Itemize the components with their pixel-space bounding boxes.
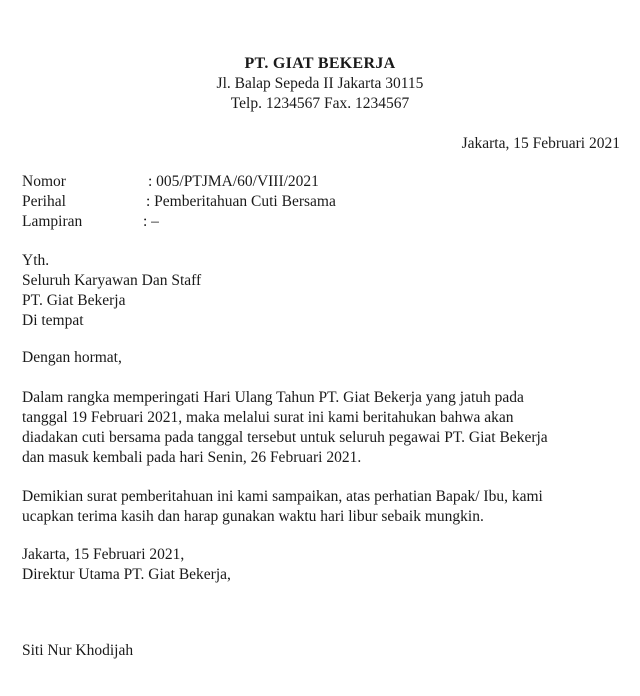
lampiran-value: : – [143, 213, 159, 230]
company-name: PT. GIAT BEKERJA [244, 55, 396, 72]
lampiran-label: Lampiran [22, 213, 83, 230]
perihal-value: : Pemberitahuan Cuti Bersama [146, 193, 336, 210]
signatory-name: Siti Nur Khodijah [22, 642, 134, 659]
company-contact: Telp. 1234567 Fax. 1234567 [230, 95, 410, 112]
body-paragraph-1-line-2: tanggal 19 Februari 2021, maka melalui surat ini kami beritahukan bahwa akan [22, 409, 514, 426]
nomor-value: : 005/PTJMA/60/VIII/2021 [148, 173, 319, 190]
nomor-label: Nomor [22, 173, 66, 190]
body-paragraph-2-line-1: Demikian surat pemberitahuan ini kami sampaikan, atas perhatian Bapak/ Ibu, kami [22, 488, 543, 505]
letter-date: Jakarta, 15 Februari 2021 [461, 135, 620, 152]
recipient-line-1: Seluruh Karyawan Dan Staff [22, 272, 202, 289]
recipient-line-2: PT. Giat Bekerja [22, 292, 126, 309]
closing-position: Direktur Utama PT. Giat Bekerja, [22, 566, 231, 583]
closing-place-date: Jakarta, 15 Februari 2021, [22, 546, 185, 563]
perihal-label: Perihal [22, 193, 66, 210]
greeting: Dengan hormat, [22, 349, 122, 366]
recipient-yth: Yth. [22, 252, 50, 269]
body-paragraph-2-line-2: ucapkan terima kasih dan harap gunakan waktu hari libur sebaik mungkin. [22, 508, 484, 525]
company-address: Jl. Balap Sepeda II Jakarta 30115 [216, 75, 424, 92]
body-paragraph-1-line-3: diadakan cuti bersama pada tanggal tersebut untuk seluruh pegawai PT. Giat Bekerja [22, 429, 548, 446]
body-paragraph-1-line-1: Dalam rangka memperingati Hari Ulang Tahun PT. Giat Bekerja yang jatuh pada [22, 389, 524, 406]
recipient-line-3: Di tempat [22, 312, 84, 329]
body-paragraph-1-line-4: dan masuk kembali pada hari Senin, 26 Februari 2021. [22, 449, 362, 466]
